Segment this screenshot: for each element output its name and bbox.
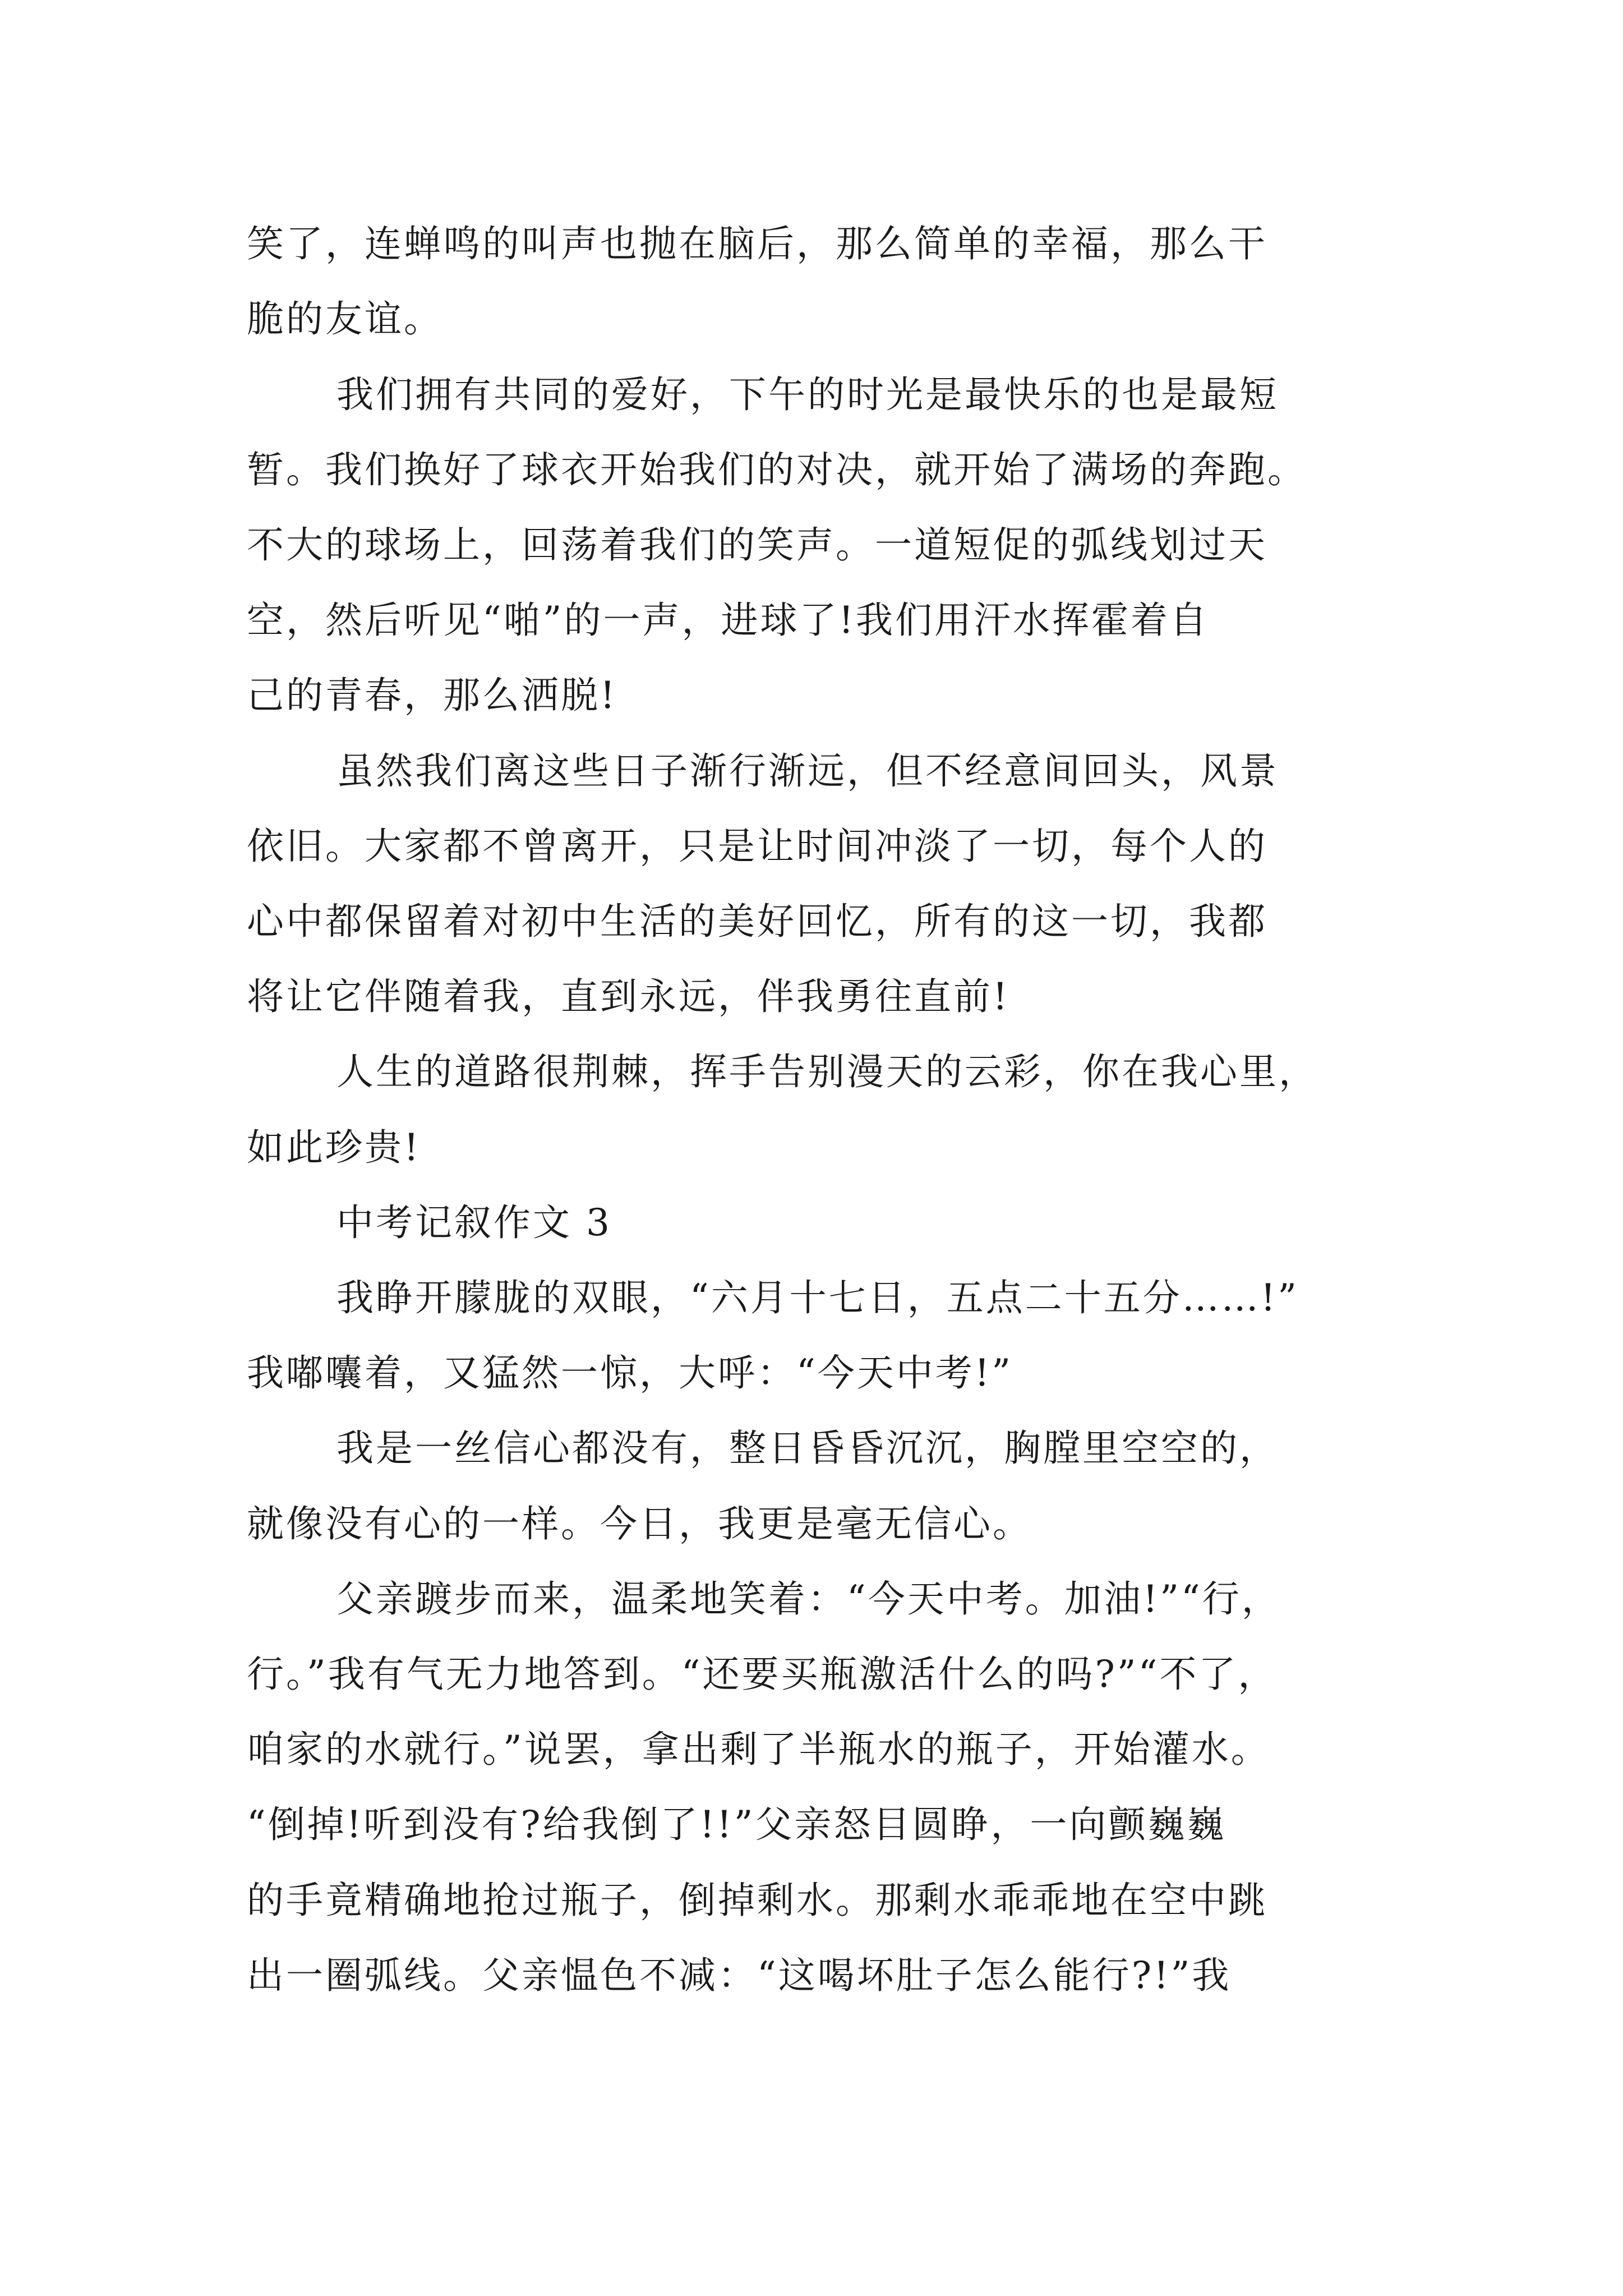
text-line: 依旧。大家都不曾离开，只是让时间冲淡了一切，每个人的 xyxy=(247,825,1267,868)
text-line: 己的青春，那么洒脱! xyxy=(247,674,617,717)
paragraph-start-line: 我是一丝信心都没有，整日昏昏沉沉，胸膛里空空的， xyxy=(336,1427,1279,1470)
text-line: 咱家的水就行。”说罢，拿出剩了半瓶水的瓶子，开始灌水。 xyxy=(247,1728,1270,1771)
section-heading: 中考记叙作文 3 xyxy=(336,1201,612,1244)
paragraph-start-line: 人生的道路很荆棘，挥手告别漫天的云彩，你在我心里， xyxy=(336,1050,1318,1093)
text-line: “倒掉!听到没有?给我倒了!!”父亲怒目圆睁，一向颤巍巍 xyxy=(247,1803,1227,1846)
text-line: 笑了，连蝉鸣的叫声也抛在脑后，那么简单的幸福，那么干 xyxy=(247,222,1267,265)
paragraph-start-line: 父亲踱步而来，温柔地笑着：“今天中考。加油!”“行， xyxy=(336,1577,1281,1621)
text-line: 脆的友谊。 xyxy=(247,297,443,341)
text-line: 出一圈弧线。父亲愠色不减：“这喝坏肚子怎么能行?!”我 xyxy=(247,1954,1232,1997)
text-line: 暂。我们换好了球衣开始我们的对决，就开始了满场的奔跑。 xyxy=(247,448,1307,491)
text-line: 将让它伴随着我，直到永远，伴我勇往直前! xyxy=(247,975,1010,1018)
text-line: 心中都保留着对初中生活的美好回忆，所有的这一切，我都 xyxy=(247,900,1267,943)
paragraph-start-line: 我睁开朦胧的双眼，“六月十七日，五点二十五分……!” xyxy=(336,1276,1299,1319)
text-line: 我嘟囔着，又猛然一惊，大呼：“今天中考!” xyxy=(247,1351,1013,1395)
text-line: 行。”我有气无力地答到。“还要买瓶激活什么的吗?”“不了， xyxy=(247,1653,1278,1696)
text-line: 的手竟精确地抢过瓶子，倒掉剩水。那剩水乖乖地在空中跳 xyxy=(247,1879,1267,1922)
text-line: 空，然后听见“啪”的一声，进球了!我们用汗水挥霍着自 xyxy=(247,599,1210,642)
paragraph-start-line: 我们拥有共同的爱好，下午的时光是最快乐的也是最短 xyxy=(336,373,1279,416)
text-line: 不大的球场上，回荡着我们的笑声。一道短促的弧线划过天 xyxy=(247,523,1267,567)
text-line: 就像没有心的一样。今日，我更是毫无信心。 xyxy=(247,1502,1032,1545)
paragraph-start-line: 虽然我们离这些日子渐行渐远，但不经意间回头，风景 xyxy=(336,749,1279,793)
text-line: 如此珍贵! xyxy=(247,1126,421,1169)
